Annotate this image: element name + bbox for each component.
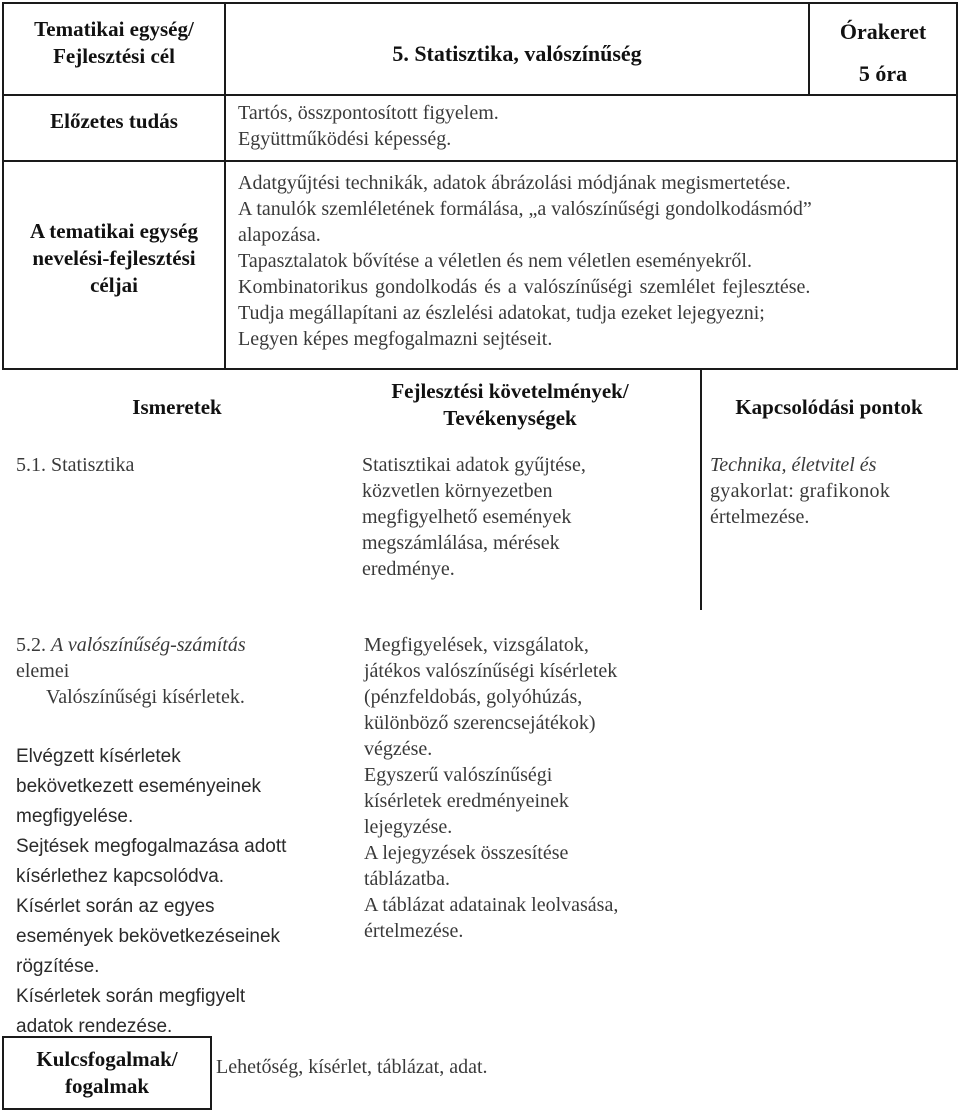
prior-knowledge-text (238, 100, 798, 152)
keywords-label-line1: Kulcsfogalmak/ (36, 1047, 178, 1071)
section2-requirement-line: Megfigyelések, vizsgálatok, (364, 634, 589, 656)
section2-knowledge-line: Sejtések megfogalmazása adott (16, 836, 287, 857)
goals-line: Tapasztalatok bővítése a véletlen és nem véletlen eseményekről. (238, 250, 752, 272)
border-row2 (2, 160, 958, 162)
section2-subtitle: Valószínűségi kísérletek. (46, 686, 245, 708)
goals-line: Kombinatorikus gondolkodás és a valószínűségi szemlélet fejlesztése. (238, 276, 811, 298)
section2-knowledge-line: Kísérletek során megfigyelt (16, 986, 246, 1007)
column-requirements (360, 378, 660, 432)
border-bottom-tail (2, 1108, 210, 1110)
unit-label-line1: Tematikai egység/ (34, 17, 194, 41)
connection-line: értelmezése. (710, 506, 810, 528)
column-requirements-line1: Fejlesztési követelmények/ (391, 379, 629, 403)
connection-line: gyakorlat: grafikonok (710, 480, 891, 502)
border-row3 (2, 368, 958, 370)
border-top (2, 2, 958, 4)
goals-line: Adatgyűjtési technikák, adatok ábrázolási módjának megismertetése. (238, 172, 791, 194)
border-row1 (2, 94, 958, 96)
hours-label: Órakeret (839, 19, 927, 44)
goals-label-line: céljai (90, 273, 138, 297)
section2-requirement-line: A lejegyzések összesítése (364, 842, 569, 864)
keywords-value: Lehetőség, kísérlet, táblázat, adat. (216, 1056, 488, 1078)
section1-requirement-line: közvetlen környezetben (362, 480, 553, 502)
goals-line: A tanulók szemléletének formálása, „a valószínűségi gondolkodásmód” (238, 198, 812, 220)
section2-requirements (364, 632, 704, 944)
section2-knowledge-line: bekövetkezett eseményeinek (16, 776, 262, 797)
goals-line: Tudja megállapítani az észlelési adatokat, tudja ezeket lejegyezni; (238, 302, 765, 324)
unit-title: 5. Statisztika, valószínűség (392, 41, 642, 66)
section2-requirement-line: A táblázat adatainak leolvasása, (364, 894, 619, 916)
goals-text (238, 170, 950, 352)
section1-requirement-line: eredménye. (362, 558, 455, 580)
section2-requirement-line: táblázatba. (364, 868, 451, 890)
section2-knowledge-line: megfigyelése. (16, 806, 134, 827)
unit-label-line2: Fejlesztési cél (53, 44, 175, 68)
keywords-label-line2: fogalmak (65, 1074, 149, 1098)
prior-knowledge-line: Tartós, összpontosított figyelem. (238, 102, 499, 124)
goals-line: alapozása. (238, 224, 321, 246)
section1-connections (710, 452, 954, 530)
section1-title: 5.1. Statisztika (16, 454, 135, 476)
section2-requirement-line: végzése. (364, 738, 433, 760)
prior-knowledge-line: Együttműködési képesség. (238, 128, 452, 150)
section2-requirement-line: értelmezése. (364, 920, 464, 942)
section2-title-italic: A valószínűség-számítás (51, 634, 246, 656)
section2-title-rest: elemei (16, 660, 70, 682)
section2-requirement-line: kísérletek eredményeinek (364, 790, 569, 812)
goals-label-line: nevelési-fejlesztési (32, 246, 196, 270)
goals-label-line: A tematikai egység (30, 219, 198, 243)
section2-knowledge-line: kísérlethez kapcsolódva. (16, 866, 225, 887)
section2-title-number: 5.2. (16, 634, 51, 656)
hours-value: 5 óra (858, 61, 908, 86)
section2-title-line (16, 632, 346, 658)
section2-requirement-line: (pénzfeldobás, golyóhúzás, (364, 686, 583, 708)
border-right (956, 2, 958, 370)
section1-requirement-line: megszámlálása, mérések (362, 532, 560, 554)
keywords-label (4, 1046, 210, 1100)
section2-requirement-line: különböző szerencsejátékok) (364, 712, 596, 734)
section1-requirement-line: megfigyelhető események (362, 506, 572, 528)
column-connections: Kapcsolódási pontok (735, 395, 923, 419)
section1-requirement-line: Statisztikai adatok gyűjtése, (362, 454, 586, 476)
section2-knowledge-line: adatok rendezése. (16, 1016, 173, 1037)
goals-line: Legyen képes megfogalmazni sejtéseit. (238, 328, 553, 350)
connection-italic-line: Technika, életvitel és (710, 454, 877, 476)
section2-requirement-line: játékos valószínűségi kísérletek (364, 660, 618, 682)
section2-knowledge (16, 742, 356, 1042)
section2-requirement-line: lejegyzése. (364, 816, 453, 838)
border-keywords-col (210, 1036, 212, 1110)
section1-requirements (362, 452, 692, 582)
column-knowledge: Ismeretek (132, 395, 222, 419)
section2-knowledge-line: Kísérlet során az egyes (16, 896, 215, 917)
section2-title (16, 632, 346, 710)
section2-requirement-line: Egyszerű valószínűségi (364, 764, 553, 786)
curriculum-table (2, 2, 958, 1110)
goals-label (4, 218, 224, 299)
column-requirements-line2: Tevékenységek (443, 406, 577, 430)
section2-knowledge-line: Elvégzett kísérletek (16, 746, 181, 767)
prior-knowledge-label: Előzetes tudás (50, 109, 178, 133)
section2-knowledge-line: események bekövetkezéseinek (16, 926, 281, 947)
section2-knowledge-line: rögzítése. (16, 956, 100, 977)
unit-label (4, 16, 224, 70)
